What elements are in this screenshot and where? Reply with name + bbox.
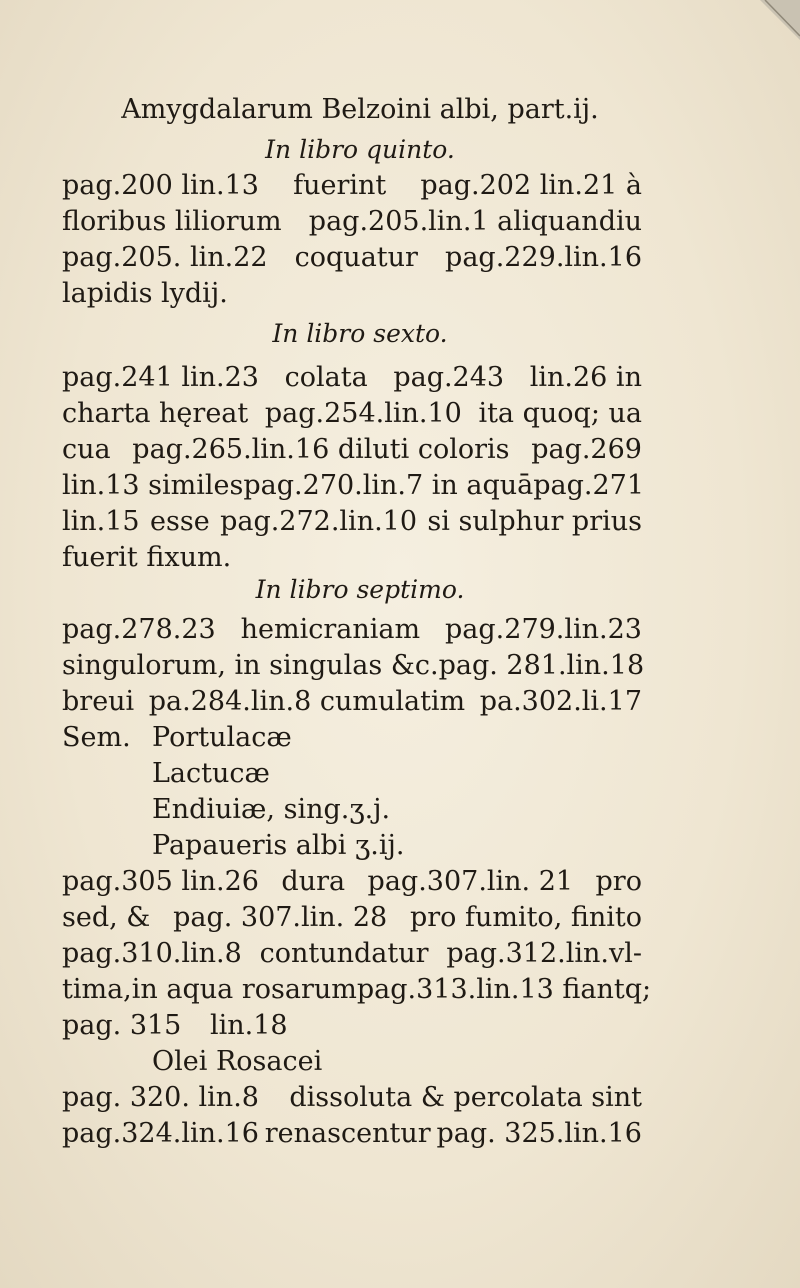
text-segment: pag.254.lin.10: [264, 398, 462, 429]
text-segment: pag. 307.lin. 28: [173, 902, 388, 933]
recipe-prefix: Sem.: [62, 722, 131, 753]
text-line: [62, 684, 642, 720]
torn-corner: [740, 0, 800, 50]
text-segment: coquatur: [294, 242, 418, 273]
text-segment: pag.205.lin.1 aliquandiu: [308, 206, 642, 237]
recipe-ingredient: Endiuiæ, sing.ʒ.j.: [152, 794, 391, 825]
text-segment: sed, &: [62, 902, 151, 933]
text-segment: esse: [150, 506, 210, 537]
text-line: [62, 864, 642, 900]
text-segment: dura: [281, 866, 346, 897]
text-segment: pag.205. lin.22: [62, 242, 268, 273]
text-segment: cua: [62, 434, 111, 465]
text-segment: pag. 320. lin.8: [62, 1082, 259, 1113]
text-line: [62, 204, 642, 240]
text-line: [62, 276, 642, 312]
recipe-first-line: [62, 720, 642, 756]
text-segment: pag.279.lin.23: [445, 614, 642, 645]
text-segment: pag. 315: [62, 1010, 182, 1041]
header-line: Amygdalarum Belzoini albi, part.ij.: [121, 94, 599, 125]
recipe-ingredient: Portulacæ: [152, 722, 292, 753]
text-segment: renascentur: [264, 1118, 431, 1149]
text-segment: pa.302.li.17: [479, 686, 642, 717]
text-segment: singulorum, in singulas &c.: [62, 650, 439, 681]
text-segment: pag.265.lin.16 diluti coloris: [132, 434, 510, 465]
text-segment: pag.271: [533, 470, 645, 501]
text-line: [62, 240, 642, 276]
text-segment: pag. 281.lin.18: [438, 650, 645, 681]
text-segment: lin.15: [62, 506, 140, 537]
text-segment: fuerint: [293, 170, 387, 201]
text-line: [62, 972, 652, 1008]
text-segment: pa.284.lin.8 cumulatim: [148, 686, 466, 717]
text-segment: pag.305 lin.26: [62, 866, 259, 897]
text-segment: dissoluta & percolata sint: [289, 1082, 642, 1113]
text-line: [62, 612, 642, 648]
section-heading-5: In libro quinto.: [265, 135, 455, 164]
text-line: [62, 432, 642, 468]
text-segment: pag.313.lin.13 fiantq;: [356, 974, 652, 1005]
text-segment: floribus liliorum: [62, 206, 282, 237]
text-segment: ita quoq; ua: [478, 398, 642, 429]
text-segment: in aqua rosarum: [131, 974, 357, 1005]
oil-line: Olei Rosacei: [152, 1046, 323, 1077]
text-segment: fuerit fixum.: [62, 542, 232, 573]
text-segment: pro fumito, finito: [409, 902, 642, 933]
section-heading-7: In libro septimo.: [255, 575, 465, 604]
text-segment: lapidis lydij.: [62, 278, 228, 309]
text-segment: pag.269: [531, 434, 642, 465]
text-segment: pro: [595, 866, 642, 897]
text-segment: pag.312.lin.vl-: [446, 938, 642, 969]
text-segment: pag.241 lin.23: [62, 362, 259, 393]
text-line: [62, 504, 642, 540]
text-segment: hemicraniam: [240, 614, 421, 645]
text-segment: pag.307.lin. 21: [367, 866, 574, 897]
text-segment: contundatur: [259, 938, 429, 969]
text-segment: pag.243: [393, 362, 505, 393]
text-segment: lin.13 similes: [62, 470, 244, 501]
text-line: [62, 540, 642, 576]
text-line: [62, 900, 642, 936]
text-segment: lin.18: [209, 1010, 288, 1041]
text-segment: pag.200 lin.13: [62, 170, 259, 201]
text-segment: lin.26 in: [529, 362, 642, 393]
text-line: [62, 360, 642, 396]
text-segment: pag.272.lin.10: [220, 506, 418, 537]
text-line: [62, 1008, 642, 1044]
text-segment: pag.202 lin.21 à: [420, 170, 642, 201]
text-line: [62, 1080, 642, 1116]
text-line: [62, 168, 642, 204]
text-segment: colata: [284, 362, 368, 393]
text-segment: pag. 325.lin.16: [436, 1118, 642, 1149]
text-segment: pag.229.lin.16: [445, 242, 642, 273]
text-segment: pag.270.lin.7 in aquā: [243, 470, 534, 501]
text-segment: pag.278.23: [62, 614, 216, 645]
text-segment: tima,: [62, 974, 132, 1005]
text-segment: pag.310.lin.8: [62, 938, 242, 969]
text-line: [62, 468, 645, 504]
section-heading-6: In libro sexto.: [272, 319, 448, 348]
text-segment: charta hęreat: [62, 398, 249, 429]
text-segment: breui: [62, 686, 135, 717]
text-line: [62, 396, 642, 432]
text-segment: pag.324.lin.16: [62, 1118, 259, 1149]
recipe-ingredient: Lactucæ: [152, 758, 270, 789]
text-line: [62, 648, 645, 684]
text-line: [62, 1116, 642, 1152]
text-segment: si sulphur prius: [427, 506, 642, 537]
text-line: [62, 936, 642, 972]
recipe-ingredient: Papaueris albi ʒ.ij.: [152, 830, 405, 861]
